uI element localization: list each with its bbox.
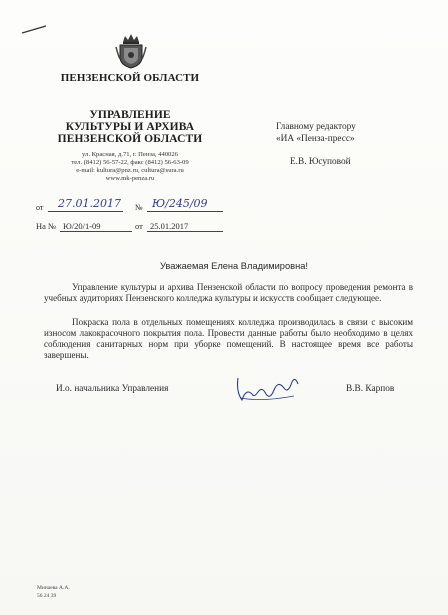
body-paragraph-2: Покраска пола в отдельных помещениях колледжа производилась в связи с высоким износом лакокрасочного покрытия пола. Провести данные работы было необходимо в целях соблюдения санитарных норм при уборке помещений. В настоящее время все работы завершены.	[44, 317, 413, 360]
org-phone: тел. (8412) 56-57-22, факс (8412) 56-63-09	[71, 159, 189, 166]
reg-number-label: №	[135, 203, 143, 212]
org-email: e-mail: kultura@pnz.ru, cultura@sura.ru	[76, 167, 184, 174]
region-caption: ПЕНЗЕНСКОЙ ОБЛАСТИ	[60, 72, 200, 84]
addressee-line2: «ИА «Пенза-пресс»	[276, 134, 355, 144]
ref-date: 25.01.2017	[150, 221, 189, 231]
ref-from-label: от	[135, 221, 143, 231]
body-paragraph-1: Управление культуры и архива Пензенской области по вопросу проведения ремонта в учебных аудиториях Пензенского колледжа культуры и искусств сообщает следующее.	[44, 282, 413, 303]
org-address: ул. Красная, д.71, г. Пенза, 440026	[82, 151, 178, 158]
executor-name: Минаева А.А.	[37, 585, 70, 591]
ref-number: Ю/20/1-09	[63, 221, 101, 231]
coat-of-arms-emblem	[114, 33, 148, 69]
signatory-name: В.В. Карпов	[346, 384, 395, 394]
org-title-line3: ПЕНЗЕНСКОЙ ОБЛАСТИ	[57, 133, 203, 145]
addressee-name: Е.В. Юсуповой	[290, 157, 351, 167]
executor-phone: 56 24 39	[37, 593, 57, 599]
reg-number-handwritten: Ю/245/09	[152, 197, 208, 210]
ref-number-underline	[60, 231, 132, 232]
reg-date-underline	[48, 211, 123, 212]
signatory-position: И.о. начальника Управления	[56, 384, 169, 394]
pen-mark	[20, 22, 50, 36]
salutation: Уважаемая Елена Владимировна!	[160, 261, 308, 271]
reg-date-handwritten: 27.01.2017	[58, 197, 121, 210]
addressee-line1: Главному редактору	[276, 122, 356, 132]
reg-from-label: от	[36, 203, 44, 212]
ref-date-underline	[147, 231, 223, 232]
reg-number-underline	[147, 211, 223, 212]
org-title-line1: УПРАВЛЕНИЕ	[89, 109, 171, 121]
handwritten-signature	[232, 372, 302, 406]
org-website: www.mk-penza.ru	[105, 175, 155, 182]
org-title-line2: КУЛЬТУРЫ И АРХИВА	[65, 121, 195, 133]
ref-label: На №	[36, 221, 57, 231]
